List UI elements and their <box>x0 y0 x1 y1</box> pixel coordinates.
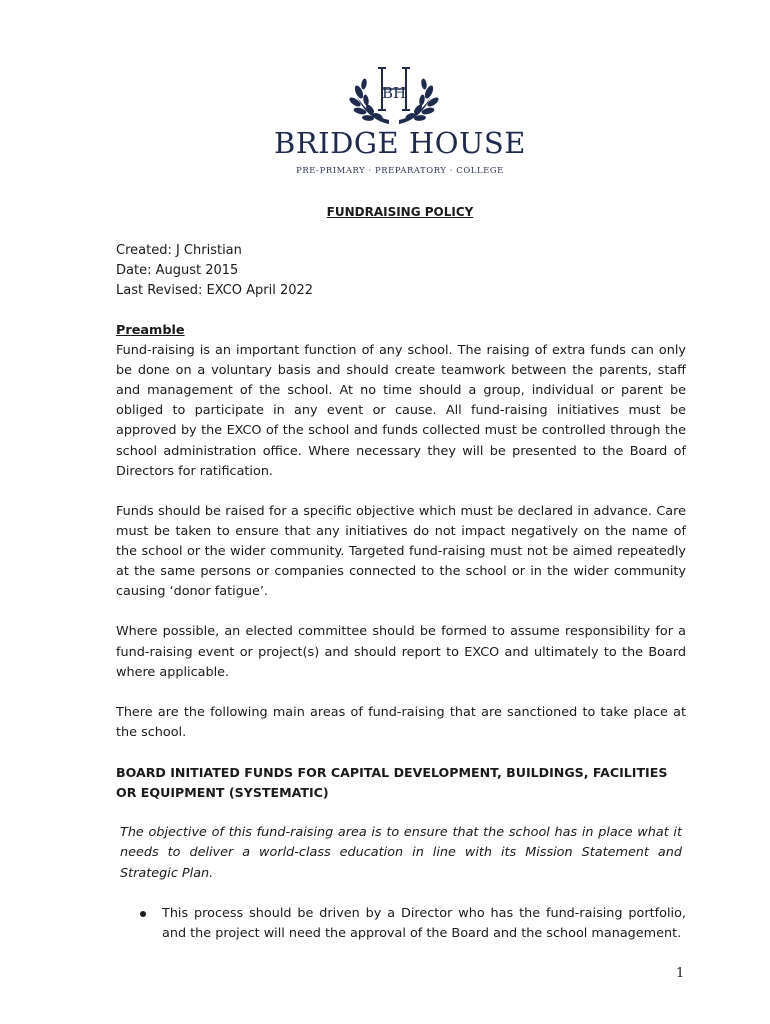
section-bullet-list <box>116 904 686 944</box>
document-body <box>116 321 686 944</box>
bullet-item <box>116 904 686 944</box>
section-heading-capital-development: BOARD INITIATED FUNDS FOR CAPITAL DEVELOPMENT, BUILDINGS, FACILITIES OR EQUIPMENT (SYSTEMATIC) <box>116 765 668 801</box>
page-number: 1 <box>676 966 685 981</box>
brand-tagline: PRE-PRIMARY · PREPARATORY · COLLEGE <box>296 165 504 175</box>
crest-monogram: BH <box>381 84 407 102</box>
date-line: Date: August 2015 <box>116 263 239 279</box>
preamble-paragraph-3: Where possible, an elected committee should be formed to assume responsibility for a fund-raising event or project(s) and should report to EXCO and ultimately to the Board where applicable. <box>116 624 686 680</box>
preamble-paragraph-4: There are the following main areas of fund-raising that are sanctioned to take place at the school. <box>116 704 686 740</box>
document-title: FUNDRAISING POLICY <box>326 205 474 219</box>
last-revised-line: Last Revised: EXCO April 2022 <box>116 283 314 299</box>
document-meta <box>116 241 686 302</box>
school-crest-logo <box>349 62 439 128</box>
created-line: Created: J Christian <box>116 243 242 258</box>
brand-name: BRIDGE HOUSE <box>274 126 526 160</box>
bullet-dot-icon <box>140 911 146 917</box>
section-objective: The objective of this fund-raising area is to ensure that the school has in place what it needs to deliver a world-class education in line with its Mission Statement and Strategic Plan. <box>120 825 682 881</box>
preamble-label: Preamble <box>116 323 185 338</box>
bullet-text: This process should be driven by a Director who has the fund-raising portfolio, and the project will need the approval of the Board and the school management. <box>162 905 686 941</box>
preamble-paragraph-1: Fund-raising is an important function of any school. The raising of extra funds can only be done on a voluntary basis and should create teamwork between the parents, staff and management of the school. At no time should a group, individual or parent be obliged to participate in any event or cause. All fund-raising initiatives must be approved by the EXCO of the school and funds collected must be controlled through the school administration office. Where necessary they will be presented to the Board of Directors for ratification. <box>116 343 686 479</box>
preamble-paragraph-2: Funds should be raised for a specific objective which must be declared in advance. Care must be taken to ensure that any initiatives do not impact negatively on the name of the school or the wider community. Targeted fund-raising must not be aimed repeatedly at the same persons or companies connected to the school or in the wider community causing ‘donor fatigue’. <box>116 503 686 600</box>
